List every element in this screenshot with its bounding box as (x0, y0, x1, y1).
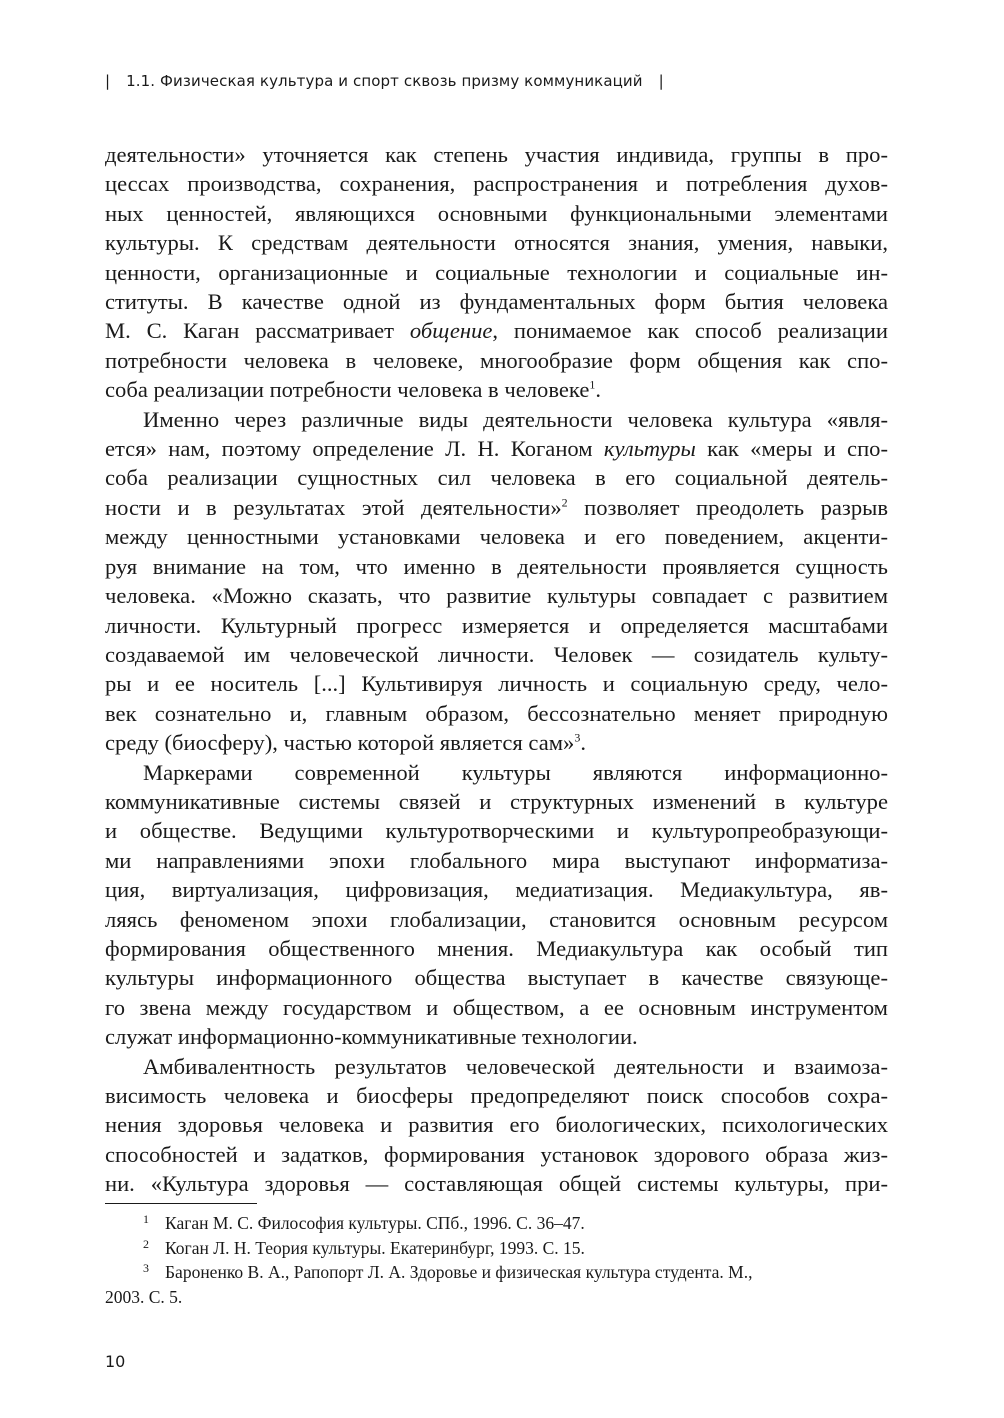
text-run: среду (биосферу), частью которой является сам» (105, 730, 575, 756)
text-line (105, 728, 888, 757)
text-line: ция, виртуализация, цифровизация, медиатизация. Медиакультура, яв- (105, 877, 888, 903)
text-run: ется» нам, поэтому определение Л. Н. Коганом (105, 436, 604, 462)
text-line: руя внимание на том, что именно в деятельности проявляется сущность (105, 553, 888, 579)
footnote-text: Коган Л. Н. Теория культуры. Екатеринбург, 1993. С. 15. (165, 1237, 585, 1258)
paragraph-2 (105, 405, 888, 758)
text-line: цессах производства, сохранения, распространения и потребления духов- (105, 171, 888, 197)
text-line: способностей и задатков, формирования установок здорового образа жиз- (105, 1141, 888, 1167)
footnote-ref-2[interactable]: 2 (561, 495, 568, 510)
text-line: человека. «Можно сказать, что развитие культуры совпадает с развитием (105, 583, 888, 609)
paragraph-1 (105, 140, 888, 405)
text-line: личности. Культурный прогресс измеряется и определяется масштабами (105, 612, 888, 638)
footnote-ref-3[interactable]: 3 (574, 730, 581, 745)
text-run: . (595, 377, 601, 403)
text-line: культуры информационного общества выступает в качестве связующе- (105, 965, 888, 991)
text-line (105, 375, 888, 404)
footnotes (105, 1211, 888, 1309)
text-line: соба реализации сущностных сил человека в его социальной деятель- (105, 465, 888, 491)
body-text (105, 140, 888, 1199)
footnote-divider (105, 1203, 257, 1204)
footnote-text: Каган М. С. Философия культуры. СПб., 1996. С. 36–47. (165, 1213, 585, 1233)
text-line: коммуникативные системы связей и структурных изменений в культуре (105, 788, 888, 814)
text-run: М. С. Каган рассматривает (105, 318, 410, 344)
text-line: культуры. К средствам деятельности относятся знания, умения, навыки, (105, 230, 888, 256)
text-line: ми направлениями эпохи глобального мира выступают информатиза- (105, 847, 888, 873)
text-run: , понимаемое как способ реализации (492, 318, 888, 344)
footnote-number: 1 (143, 1212, 149, 1226)
text-line: создаваемой им человеческой личности. Человек — созидатель культу- (105, 641, 888, 667)
text-line: между ценностными установками человека и его поведением, акценти- (105, 524, 888, 550)
text-line: ни. «Культура здоровья — составляющая общей системы культуры, при- (105, 1171, 888, 1197)
footnote-2 (105, 1236, 888, 1261)
text-line: висимость человека и биосферы предопределяют поиск способов сохра- (105, 1083, 888, 1108)
running-header (105, 72, 664, 90)
text-line: нения здоровья человека и развития его биологических, психологических (105, 1112, 888, 1138)
text-run: позволяет преодолеть разрыв (567, 494, 888, 520)
text-line: потребности человека в человеке, многообразие форм общения как спо- (105, 347, 888, 373)
text-line (105, 493, 888, 522)
footnote-1 (105, 1211, 888, 1236)
text-run: ности и в результатах этой деятельности» (105, 494, 562, 520)
text-run: как «меры и спо- (695, 436, 888, 462)
text-line: Именно через различные виды деятельности человека культура «явля- (143, 406, 888, 432)
text-line: ляясь феноменом эпохи глобализации, становится основным ресурсом (105, 906, 888, 932)
footnote-3 (105, 1260, 888, 1309)
footnote-ref-1[interactable]: 1 (589, 377, 596, 392)
text-run: соба реализации потребности человека в человеке (105, 377, 590, 403)
header-bar-left: | (105, 72, 111, 90)
paragraph-4 (105, 1052, 888, 1199)
text-line: формирования общественного мнения. Медиакультура как особый тип (105, 935, 888, 961)
text-line: ценности, организационные и социальные технологии и социальные ин- (105, 259, 888, 285)
page-number: 10 (105, 1352, 126, 1371)
italic-term: общение (409, 318, 493, 344)
text-line: Амбивалентность результатов человеческой деятельности и взаимоза- (143, 1053, 888, 1079)
text-line: ных ценностей, являющихся основными функциональными элементами (105, 200, 888, 226)
footnote-number: 3 (143, 1261, 149, 1275)
running-header-title: 1.1. Физическая культура и спорт сквозь призму коммуникаций (126, 72, 643, 90)
header-bar-right: | (658, 72, 664, 90)
text-line: и обществе. Ведущими культуротворческими и культуропреобразующи- (105, 818, 888, 844)
footnote-line: 2003. С. 5. (105, 1286, 183, 1307)
text-line: служат информационно-коммуникативные технологии. (105, 1024, 638, 1050)
text-line: го звена между государством и обществом, а ее основным инструментом (105, 994, 888, 1020)
text-line: ституты. В качестве одной из фундаментальных форм бытия человека (105, 289, 888, 315)
footnote-number: 2 (143, 1236, 149, 1251)
text-line: ры и ее носитель [...] Культивируя личность и социальную среду, чело- (105, 671, 888, 697)
text-line (105, 434, 888, 463)
paragraph-3 (105, 758, 888, 1052)
text-line: век сознательно и, главным образом, бессознательно меняет природную (105, 700, 888, 726)
text-line: Маркерами современной культуры являются информационно- (143, 759, 888, 785)
footnote-text (105, 1260, 752, 1309)
text-run: . (580, 730, 586, 756)
italic-term: культуры (603, 436, 696, 462)
text-line (105, 316, 888, 345)
text-line: деятельности» уточняется как степень участия индивида, группы в про- (105, 142, 888, 167)
footnote-line: Бароненко В. А., Рапопорт Л. А. Здоровье и физическая культура студента. М., (165, 1262, 753, 1282)
